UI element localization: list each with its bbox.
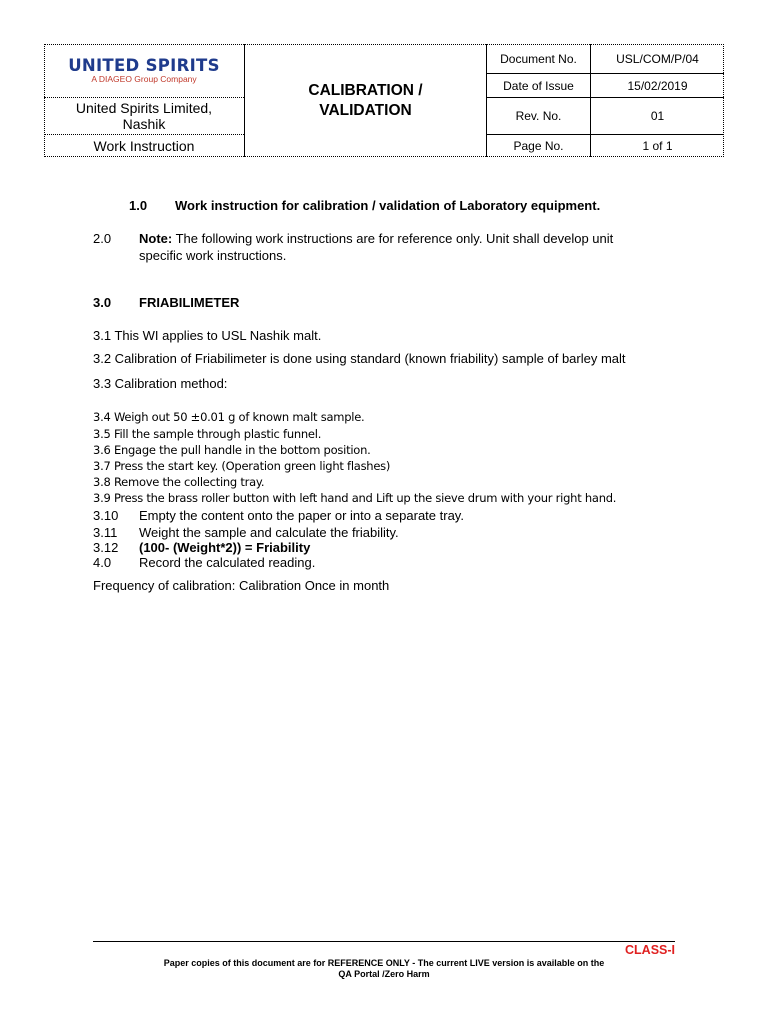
section-3-heading: FRIABILIMETER: [139, 295, 240, 310]
meta-value-date-of-issue: 15/02/2019: [627, 78, 688, 93]
company-logo: [44, 44, 244, 97]
header-bottom-border: [44, 156, 724, 157]
meta-value-rev-no: 01: [650, 109, 665, 123]
list-item: 3.5 Fill the sample through plastic funnel.: [93, 427, 322, 441]
document-title-line-1: CALIBRATION /: [308, 82, 423, 99]
classification-label: CLASS-I: [625, 943, 675, 957]
meta-label-date-of-issue: Date of Issue: [503, 78, 574, 93]
friability-formula: (100- (Weight*2)) = Friability: [139, 540, 311, 555]
document-type: Work Instruction: [93, 137, 195, 154]
list-item: 3.2 Calibration of Friabilimeter is done using standard (known friability) sample of barley malt: [93, 351, 626, 366]
document-title: [245, 74, 486, 128]
list-item: 3.6 Engage the pull handle in the bottom position.: [93, 443, 371, 457]
document-title-line-2: VALIDATION: [319, 102, 412, 119]
section-2-number: 2.0: [93, 231, 112, 246]
list-item-number: 3.10: [93, 508, 119, 523]
section-4-number: 4.0: [93, 555, 112, 570]
list-item: 3.7 Press the start key. (Operation green light flashes): [93, 459, 391, 473]
footer-divider: [93, 941, 675, 942]
meta-value-document-no: USL/COM/P/04: [616, 51, 699, 66]
meta-value-page-no: 1 of 1: [642, 138, 673, 153]
list-item-text: Weight the sample and calculate the friability.: [139, 525, 399, 540]
meta-label-document-no: Document No.: [500, 51, 577, 66]
list-item-number: 3.11: [93, 525, 118, 540]
list-item: 3.3 Calibration method:: [93, 376, 228, 391]
footer-notice-line-1: Paper copies of this document are for REFERENCE ONLY - The current LIVE version is available on the: [163, 958, 605, 968]
list-item-text: Empty the content onto the paper or into a separate tray.: [139, 508, 464, 523]
section-2-note: [139, 231, 613, 246]
meta-label-page-no: Page No.: [513, 138, 564, 153]
logo-tagline: A DIAGEO Group Company: [91, 74, 197, 84]
list-item-number: 3.12: [93, 540, 119, 555]
document-header-table: [44, 44, 724, 157]
list-item: 3.4 Weigh out 50 ±0.01 g of known malt sample.: [93, 410, 365, 424]
list-item: 3.1 This WI applies to USL Nashik malt.: [93, 328, 322, 343]
list-item: 3.8 Remove the collecting tray.: [93, 475, 265, 489]
section-1-heading: Work instruction for calibration / validation of Laboratory equipment.: [175, 198, 601, 213]
company-name: United Spirits Limited, Nashik: [75, 100, 213, 132]
footer-notice-line-2: QA Portal /Zero Harm: [338, 969, 430, 979]
section-1-number: 1.0: [129, 198, 148, 213]
meta-label-rev-no: Rev. No.: [515, 109, 562, 123]
section-4-text: Record the calculated reading.: [139, 555, 316, 570]
note-text-line-2: specific work instructions.: [139, 248, 287, 263]
section-3-number: 3.0: [93, 295, 112, 310]
note-label: Note:: [139, 231, 173, 246]
list-item: 3.9 Press the brass roller button with left hand and Lift up the sieve drum with your right hand.: [93, 491, 617, 505]
calibration-frequency: Frequency of calibration: Calibration Once in month: [93, 578, 390, 593]
logo-brand-text: UNITED SPIRITS: [68, 56, 220, 75]
note-text-line-1: The following work instructions are for reference only. Unit shall develop unit: [175, 231, 614, 246]
